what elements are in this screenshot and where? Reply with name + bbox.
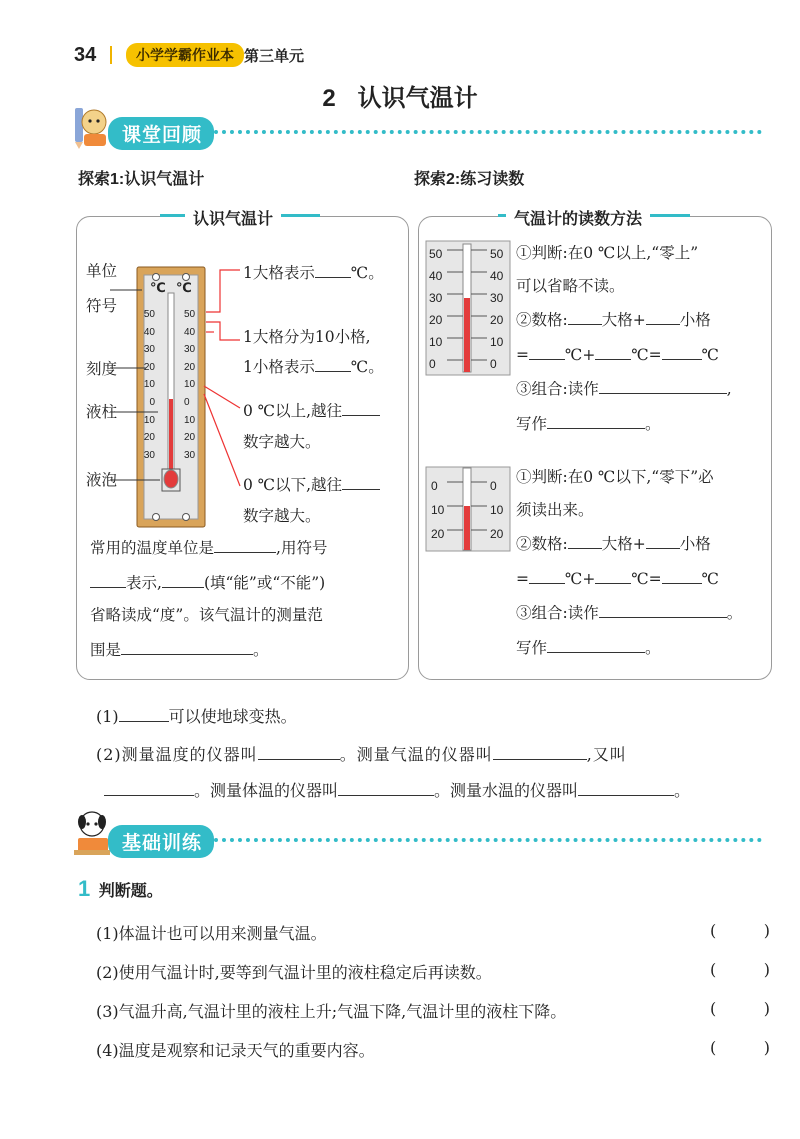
note-above-zero <box>243 400 380 421</box>
tick-label: 10 <box>490 335 504 349</box>
exercise-title: 判断题。 <box>98 883 163 900</box>
answer-blank[interactable] <box>493 744 587 760</box>
note-text: 0 ℃以上,越往 <box>243 402 343 420</box>
tick-label: 20 <box>143 432 155 444</box>
annotation-connectors <box>110 260 245 500</box>
question-number: (1) <box>96 707 119 726</box>
answer-blank[interactable] <box>599 602 727 618</box>
para-line: 省略读成“度”。该气温计的测量范 <box>90 606 323 625</box>
label-unit: 单位 <box>86 262 118 280</box>
step-line <box>516 378 768 399</box>
tick-label: 20 <box>429 313 443 327</box>
explore2-panel-title: 气温计的读数方法 <box>506 206 650 229</box>
answer-blank[interactable] <box>529 344 565 360</box>
answer-blank[interactable] <box>529 568 565 584</box>
answer-blank[interactable] <box>315 262 351 278</box>
answer-blank[interactable] <box>662 344 702 360</box>
reading-steps-above-zero <box>516 244 768 434</box>
fill-question-2-cont <box>104 778 784 801</box>
note-subdivision: 1大格分为10小格, <box>243 328 371 346</box>
judge-item-2: (2)使用气温计时,要等到气温计里的液柱稳定后再读数。 <box>96 963 492 982</box>
explore1-label: 探索1:认识气温计 <box>78 171 205 188</box>
step-line: 须读出来。 <box>516 500 594 519</box>
paren-open: ( <box>710 960 717 979</box>
question-text: 。测量水温的仪器叫 <box>434 781 579 800</box>
step-text: ℃= <box>631 569 662 588</box>
note-below-zero-2: 数字越大。 <box>243 507 321 525</box>
page-number: 34 <box>74 44 97 66</box>
step-text: ℃ <box>701 345 719 364</box>
judge-item-1: (1)体温计也可以用来测量气温。 <box>96 924 327 943</box>
thermometer-b-ticks-right <box>490 474 503 546</box>
step-line <box>516 602 768 623</box>
answer-blank[interactable] <box>547 637 645 653</box>
fill-question-1 <box>96 704 297 727</box>
para-text: 表示, <box>126 573 162 592</box>
step-text: 小格 <box>679 311 711 330</box>
judge-item-3: (3)气温升高,气温计里的液柱上升;气温下降,气温计里的液柱下降。 <box>96 1002 567 1021</box>
tick-label: 50 <box>184 309 196 320</box>
tick-label: 30 <box>429 291 443 305</box>
note-text: 1小格表示 <box>243 358 315 376</box>
question-text: 。 <box>674 781 691 800</box>
answer-parentheses[interactable] <box>710 999 770 1018</box>
step-text: ③组合:读作 <box>516 380 599 399</box>
paren-open: ( <box>710 999 717 1018</box>
book-name-tag: 小学学霸作业本 <box>126 43 244 67</box>
step-text: 写作 <box>516 638 548 657</box>
step-line <box>516 413 768 434</box>
dog-mascot-icon <box>72 808 112 858</box>
answer-blank[interactable] <box>338 780 434 796</box>
reading-steps-below-zero <box>516 468 768 658</box>
step-text: = <box>516 345 529 364</box>
step-line <box>516 344 768 365</box>
step-line <box>516 309 768 330</box>
para-line <box>90 639 402 660</box>
step-text: ②数格: <box>516 535 568 554</box>
tick-label: 30 <box>490 291 504 305</box>
question-text: 。测量气温的仪器叫 <box>339 745 493 764</box>
answer-blank[interactable] <box>547 413 645 429</box>
tick-label: 40 <box>490 269 504 283</box>
para-text: 。 <box>253 640 269 659</box>
step-text: , <box>726 380 732 399</box>
tick-label: 40 <box>429 269 443 283</box>
explore1-panel-title: 认识气温计 <box>185 206 281 229</box>
tick-label: 10 <box>184 379 196 391</box>
answer-blank[interactable] <box>646 533 680 549</box>
question-text: ,又叫 <box>586 745 627 764</box>
answer-blank[interactable] <box>162 572 204 588</box>
paren-close: ) <box>763 921 770 940</box>
exercise-number: 1 <box>78 876 91 901</box>
step-text: = <box>516 569 529 588</box>
paren-open: ( <box>710 921 717 940</box>
step-line: ①判断:在0 ℃以下,“零下”必 <box>516 468 714 486</box>
para-line <box>90 537 402 558</box>
lesson-number: 2 <box>322 85 336 112</box>
note-text: 0 ℃以下,越往 <box>243 476 343 494</box>
tick-label: 10 <box>431 503 445 517</box>
answer-blank[interactable] <box>568 309 602 325</box>
step-text: 大格+ <box>601 535 646 554</box>
answer-blank[interactable] <box>662 568 702 584</box>
tick-label: 50 <box>429 247 443 261</box>
answer-blank[interactable] <box>315 356 351 372</box>
tick-label: 0 <box>184 396 190 408</box>
fill-question-2 <box>96 742 776 765</box>
note-text: ℃。 <box>350 358 384 376</box>
step-line <box>516 637 768 658</box>
answer-parentheses[interactable] <box>710 921 770 940</box>
judge-item-4: (4)温度是观察和记录天气的重要内容。 <box>96 1041 375 1060</box>
question-number: (2) <box>96 745 122 764</box>
thermometer-b-ticks-left <box>431 474 444 546</box>
step-line <box>516 533 768 554</box>
note-text: 1大格表示 <box>243 264 315 282</box>
label-scale: 刻度 <box>86 360 118 378</box>
answer-blank[interactable] <box>258 744 340 760</box>
exercise-1-heading <box>78 876 163 902</box>
step-text: ③组合:读作 <box>516 604 599 623</box>
answer-blank[interactable] <box>568 533 602 549</box>
tick-label: 20 <box>184 361 196 373</box>
answer-blank[interactable] <box>214 537 276 553</box>
step-text: 大格+ <box>601 311 646 330</box>
tick-label: 20 <box>490 527 504 541</box>
step-text: 。 <box>645 414 661 433</box>
step-text: 。 <box>726 604 743 623</box>
tick-label: 10 <box>184 414 196 426</box>
tick-label: 10 <box>490 503 504 517</box>
question-text: 。测量体温的仪器叫 <box>194 781 339 800</box>
answer-blank[interactable] <box>119 706 169 722</box>
thermometer-unit-right: ℃ <box>176 280 192 295</box>
tick-label: 10 <box>143 414 155 426</box>
header-separator <box>110 46 112 64</box>
tick-label: 10 <box>143 379 155 391</box>
unit-label: 第三单元 <box>244 48 305 65</box>
section-divider <box>214 130 762 134</box>
panel1-paragraph <box>90 537 402 659</box>
note-minor-division <box>243 356 384 377</box>
tick-label: 50 <box>143 309 155 320</box>
answer-blank[interactable] <box>599 378 727 394</box>
tick-label: 40 <box>184 326 196 338</box>
tick-label: 30 <box>184 449 196 461</box>
para-text: 围是 <box>90 640 122 659</box>
tick-label: 40 <box>143 326 155 338</box>
thermometer-a-ticks-right <box>490 243 503 375</box>
answer-parentheses[interactable] <box>710 960 770 979</box>
answer-parentheses[interactable] <box>710 1038 770 1057</box>
lesson-title <box>0 78 800 113</box>
answer-blank[interactable] <box>342 474 380 490</box>
tick-label: 20 <box>431 527 445 541</box>
tick-label: 20 <box>490 313 504 327</box>
tick-label: 20 <box>143 361 155 373</box>
note-major-division <box>243 262 384 283</box>
step-text: ℃= <box>631 345 662 364</box>
answer-blank[interactable] <box>595 568 631 584</box>
para-text: 常用的温度单位是 <box>90 539 215 557</box>
step-text: 写作 <box>516 414 548 433</box>
paren-close: ) <box>763 999 770 1018</box>
step-text: ②数格: <box>516 311 568 330</box>
tick-label: 30 <box>143 449 155 461</box>
answer-blank[interactable] <box>121 639 253 655</box>
step-text: ℃+ <box>565 569 596 588</box>
tick-label: 0 <box>149 396 155 408</box>
label-symbol: 符号 <box>86 297 118 315</box>
tick-label: 10 <box>429 335 443 349</box>
section-badge-basic-training: 基础训练 <box>108 825 214 858</box>
explore2-label: 探索2:练习读数 <box>414 171 525 188</box>
label-liquid-column: 液柱 <box>86 403 118 421</box>
thermometer-a-ticks-left <box>429 243 442 375</box>
thermometer-unit-left: ℃ <box>150 280 166 295</box>
answer-blank[interactable] <box>646 309 680 325</box>
answer-blank[interactable] <box>104 780 194 796</box>
tick-label: 0 <box>431 479 438 493</box>
para-line <box>90 572 402 593</box>
student-mascot-icon <box>72 104 112 150</box>
tick-label: 0 <box>490 479 497 493</box>
step-text: ℃ <box>701 569 719 588</box>
paren-open: ( <box>710 1038 717 1057</box>
step-line <box>516 568 768 589</box>
answer-blank[interactable] <box>595 344 631 360</box>
tick-label: 30 <box>184 344 196 356</box>
tick-label: 0 <box>490 357 497 371</box>
tick-label: 20 <box>184 432 196 444</box>
question-text: 测量温度的仪器叫 <box>121 745 258 764</box>
note-below-zero <box>243 474 380 495</box>
note-above-zero-2: 数字越大。 <box>243 433 321 451</box>
tick-label: 30 <box>143 344 155 356</box>
step-text: ℃+ <box>565 345 596 364</box>
para-text: (填“能”或“不能”) <box>203 573 326 592</box>
answer-blank[interactable] <box>90 572 126 588</box>
step-line: ①判断:在0 ℃以上,“零上” <box>516 244 699 262</box>
step-text: 。 <box>645 638 661 657</box>
answer-blank[interactable] <box>578 780 674 796</box>
label-bulb: 液泡 <box>86 471 118 489</box>
question-text: 可以使地球变热。 <box>168 707 297 726</box>
section-badge-review: 课堂回顾 <box>108 117 214 150</box>
paren-close: ) <box>763 1038 770 1057</box>
tick-label: 0 <box>429 357 436 371</box>
paren-close: ) <box>763 960 770 979</box>
lesson-title-text: 认识气温计 <box>357 85 478 112</box>
step-text: 小格 <box>679 535 711 554</box>
answer-blank[interactable] <box>342 400 380 416</box>
section-divider <box>214 838 762 842</box>
para-text: ,用符号 <box>276 539 328 557</box>
tick-label: 50 <box>490 247 504 261</box>
step-line: 可以省略不读。 <box>516 276 625 295</box>
note-text: ℃。 <box>350 264 384 282</box>
